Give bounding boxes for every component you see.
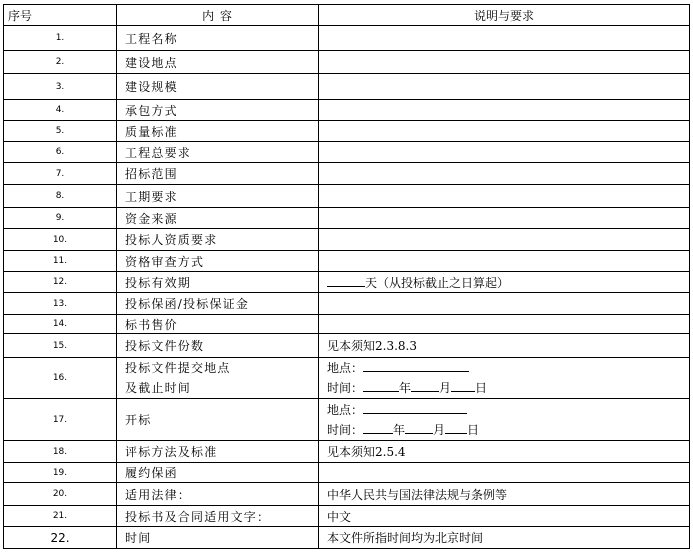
month-label: 月 <box>433 422 446 437</box>
row-content: 工期要求 <box>117 185 319 208</box>
row-description <box>319 229 690 251</box>
row-description <box>319 293 690 315</box>
place-label: 地点： <box>327 402 364 417</box>
row-content-line2: 及截止时间 <box>125 381 192 395</box>
table-row <box>4 51 690 74</box>
table-row <box>4 26 690 51</box>
day-blank <box>451 379 475 392</box>
row-number: 22. <box>4 527 117 549</box>
row-description <box>319 142 690 163</box>
row-number: 6. <box>4 142 117 163</box>
row-description <box>319 399 690 441</box>
place-label: 地点： <box>327 361 364 375</box>
validity-days-suffix: 天（从投标截止之日算起） <box>365 275 510 290</box>
row-description: 见本须知2.3.8.3 <box>319 334 690 358</box>
row-number: 2. <box>4 51 117 74</box>
submission-place-line <box>327 358 689 378</box>
table-row <box>4 483 690 506</box>
row-content: 评标方法及标准 <box>117 441 319 463</box>
row-number: 14. <box>4 315 117 334</box>
table-row <box>4 463 690 483</box>
table-row <box>4 441 690 463</box>
row-description <box>319 315 690 334</box>
row-content: 建设规模 <box>117 74 319 100</box>
table-row <box>4 185 690 208</box>
row-content: 资金来源 <box>117 208 319 229</box>
row-content <box>117 358 319 399</box>
row-description <box>319 74 690 100</box>
validity-days-blank <box>327 274 365 287</box>
header-number: 序号 <box>4 5 117 26</box>
table-row <box>4 251 690 272</box>
table-row <box>4 208 690 229</box>
month-blank <box>411 379 439 392</box>
table-row <box>4 163 690 185</box>
table-row <box>4 399 690 441</box>
row-number: 10. <box>4 229 117 251</box>
row-content: 开标 <box>117 399 319 441</box>
time-label: 时间： <box>327 381 364 395</box>
header-description: 说明与要求 <box>319 5 690 26</box>
row-number: 20. <box>4 483 117 506</box>
row-number: 9. <box>4 208 117 229</box>
table-row <box>4 74 690 100</box>
row-number: 21. <box>4 506 117 527</box>
table-row <box>4 315 690 334</box>
row-content: 投标人资质要求 <box>117 229 319 251</box>
table-row <box>4 527 690 549</box>
table-row <box>4 121 690 142</box>
row-description: 本文件所指时间均为北京时间 <box>319 527 690 549</box>
table-row <box>4 358 690 399</box>
table-row <box>4 142 690 163</box>
opening-place-line <box>327 400 689 420</box>
row-description <box>319 208 690 229</box>
row-content: 招标范围 <box>117 163 319 185</box>
table-row <box>4 293 690 315</box>
row-number: 18. <box>4 441 117 463</box>
row-description: 见本须知2.5.4 <box>319 441 690 463</box>
submission-time-line <box>327 378 689 398</box>
row-description <box>319 163 690 185</box>
row-number: 17. <box>4 399 117 441</box>
row-description <box>319 26 690 51</box>
table-header-row <box>4 5 690 26</box>
row-content: 投标书及合同适用文字： <box>117 506 319 527</box>
row-content: 投标有效期 <box>117 272 319 293</box>
row-content: 承包方式 <box>117 100 319 121</box>
row-content: 投标保函/投标保证金 <box>117 293 319 315</box>
month-label: 月 <box>439 381 452 395</box>
row-content: 履约保函 <box>117 463 319 483</box>
row-number: 13. <box>4 293 117 315</box>
year-blank <box>363 421 393 434</box>
table-row <box>4 272 690 293</box>
row-number: 4. <box>4 100 117 121</box>
row-number: 7. <box>4 163 117 185</box>
row-number: 8. <box>4 185 117 208</box>
place-blank <box>363 401 467 414</box>
row-number: 12. <box>4 272 117 293</box>
year-blank <box>363 379 399 392</box>
row-number: 3. <box>4 74 117 100</box>
row-content: 工程名称 <box>117 26 319 51</box>
row-content: 标书售价 <box>117 315 319 334</box>
table-row <box>4 229 690 251</box>
row-content: 时间 <box>117 527 319 549</box>
year-label: 年 <box>399 381 412 395</box>
day-label: 日 <box>475 381 488 395</box>
row-content-line1: 投标文件提交地点 <box>125 361 231 375</box>
day-blank <box>445 421 467 434</box>
header-content: 内 容 <box>117 5 319 26</box>
row-description: 中华人民共与国法律法规与条例等 <box>319 483 690 506</box>
row-number: 1. <box>4 26 117 51</box>
row-content: 质量标准 <box>117 121 319 142</box>
row-description <box>319 272 690 293</box>
row-content: 工程总要求 <box>117 142 319 163</box>
table-row <box>4 334 690 358</box>
row-description <box>319 185 690 208</box>
row-description <box>319 463 690 483</box>
row-description <box>319 100 690 121</box>
opening-time-line <box>327 420 689 440</box>
row-content: 资格审查方式 <box>117 251 319 272</box>
row-description <box>319 251 690 272</box>
row-number: 16. <box>4 358 117 399</box>
table-row <box>4 100 690 121</box>
month-blank <box>405 421 433 434</box>
row-number: 5. <box>4 121 117 142</box>
row-number: 11. <box>4 251 117 272</box>
row-content: 适用法律： <box>117 483 319 506</box>
row-number: 19. <box>4 463 117 483</box>
row-description <box>319 121 690 142</box>
row-number: 15. <box>4 334 117 358</box>
row-content: 投标文件份数 <box>117 334 319 358</box>
time-label: 时间： <box>327 422 364 437</box>
row-description <box>319 358 690 399</box>
place-blank <box>363 359 469 372</box>
row-content: 建设地点 <box>117 51 319 74</box>
table-row <box>4 506 690 527</box>
year-label: 年 <box>393 422 406 437</box>
row-description <box>319 51 690 74</box>
row-description: 中文 <box>319 506 690 527</box>
day-label: 日 <box>467 422 480 437</box>
tender-info-table <box>3 4 690 549</box>
